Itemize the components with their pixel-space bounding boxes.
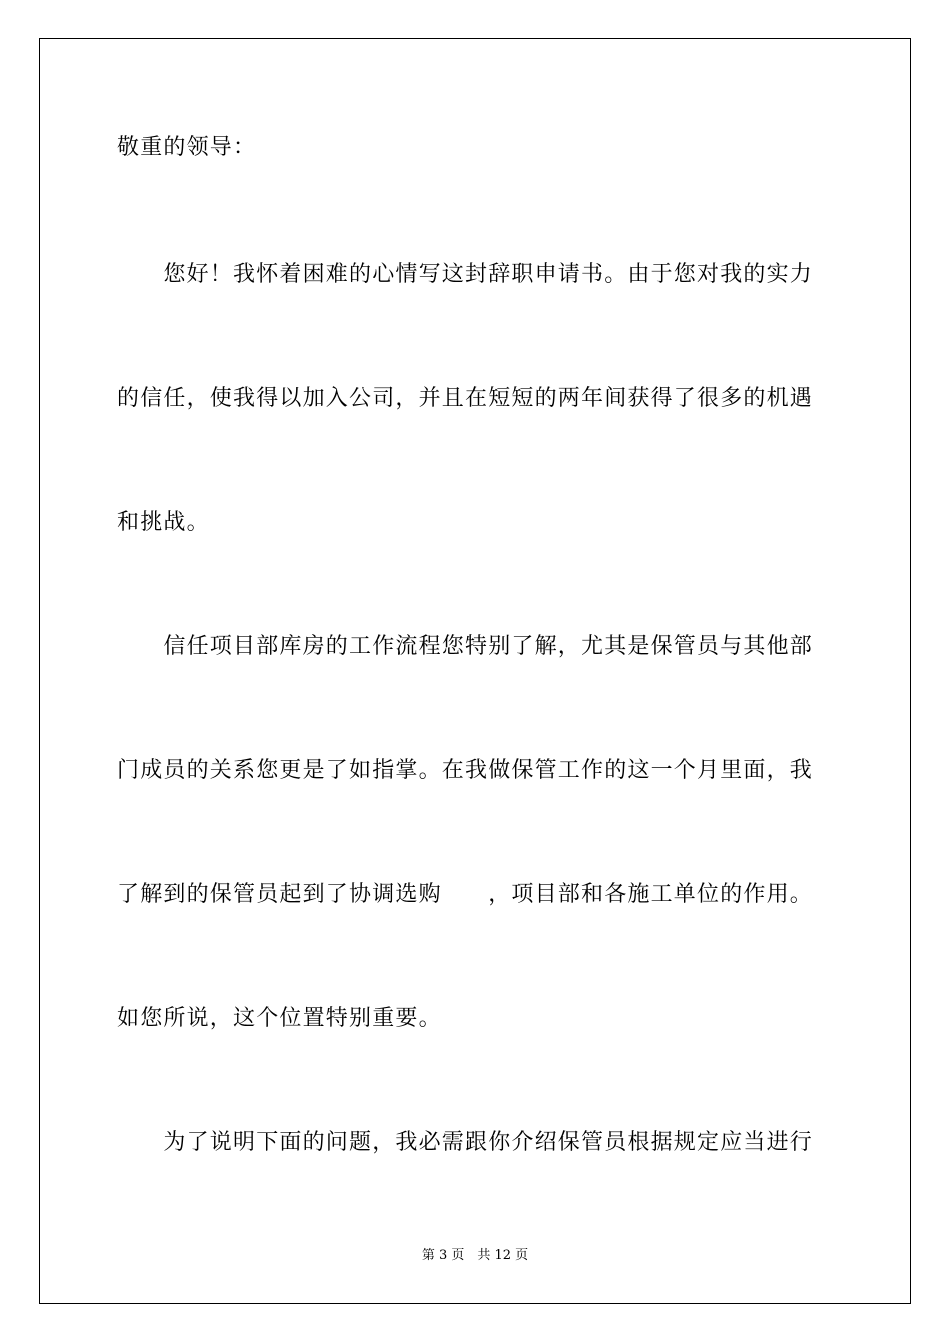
body-line: 信任项目部库房的工作流程您特别了解，尤其是保管员与其他部 (117, 634, 814, 659)
page-number-footer: 第 3 页 共 12 页 (421, 1248, 529, 1263)
body-line: 门成员的关系您更是了如指掌。在我做保管工作的这一个月里面，我 (117, 758, 814, 783)
body-line: 如您所说，这个位置特别重要。 (117, 1006, 442, 1031)
body-line: 为了说明下面的问题，我必需跟你介绍保管员根据规定应当进行 (117, 1130, 814, 1155)
body-line: 的信任，使我得以加入公司，并且在短短的两年间获得了很多的机遇 (117, 386, 814, 411)
body-line: 和挑战。 (117, 510, 210, 535)
page-border (39, 38, 911, 1304)
body-line: 了解到的保管员起到了协调选购 ，项目部和各施工单位的作用。 (117, 882, 814, 907)
greeting-line: 敬重的领导： (117, 135, 257, 160)
body-line: 您好！我怀着困难的心情写这封辞职申请书。由于您对我的实力 (117, 262, 814, 287)
